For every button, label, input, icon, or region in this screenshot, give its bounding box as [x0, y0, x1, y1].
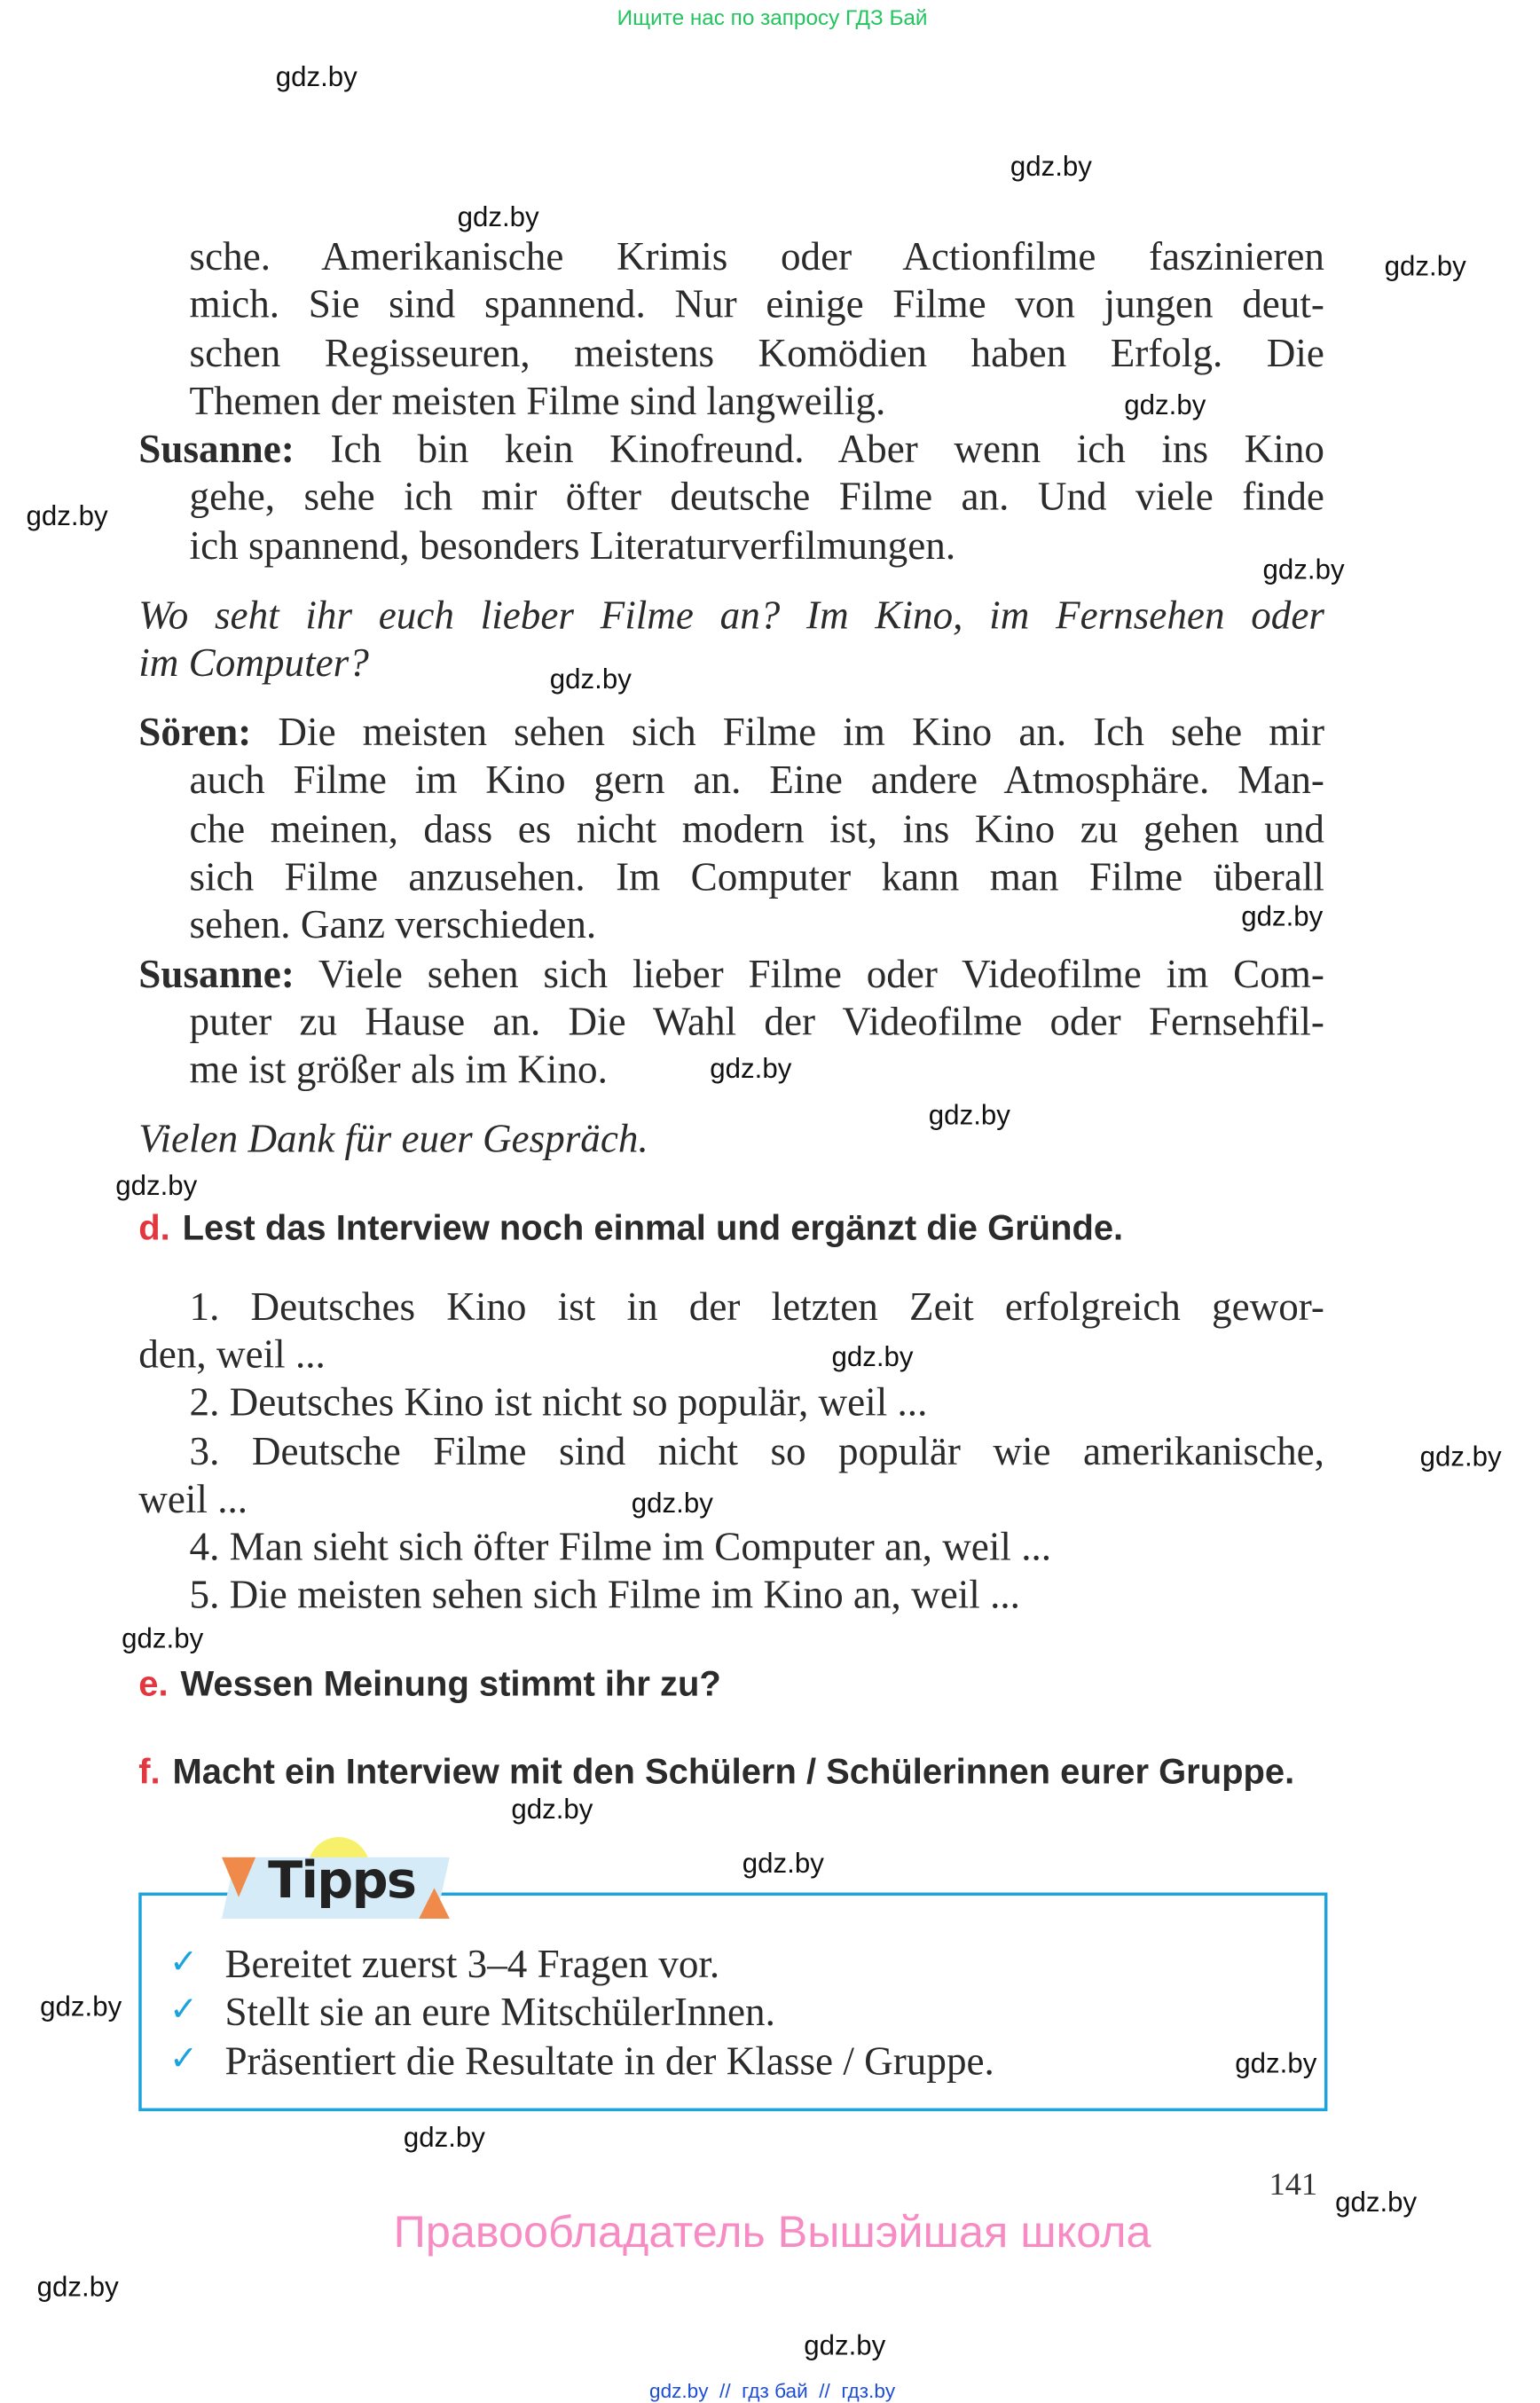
copyright-note: Правообладатель Вышэйшая школа [393, 2208, 1151, 2258]
task-text: Wessen Meinung stimmt ihr zu? [180, 1662, 721, 1704]
text-line: gehe, sehe ich mir öfter deutsche Filme an. Und viele finde [189, 474, 1324, 520]
text-line: sehen. Ganz verschieden. [189, 902, 597, 947]
text-line: puter zu Hause an. Die Wahl der Videofilme oder Fernsehfil- [189, 999, 1324, 1045]
footer-links[interactable]: gdz.by // гдз бай // гдз.by [649, 2379, 896, 2403]
text-line: schen Regisseuren, meistens Komödien haben Erfolg. Die [189, 331, 1324, 376]
dialog-line [138, 427, 1324, 473]
watermark: gdz.by [457, 201, 539, 233]
task-f [138, 1751, 1294, 1793]
question-line: Wo seht ihr euch lieber Filme an? Im Kino, im Fernsehen oder [138, 593, 1324, 638]
text: Ich bin kein Kinofreund. Aber wenn ich ins Kino [330, 426, 1324, 472]
watermark: gdz.by [122, 1622, 204, 1654]
task-e [138, 1663, 721, 1705]
watermark: gdz.by [742, 1848, 824, 1879]
dialog-line [138, 710, 1324, 756]
speaker-name: Sören: [138, 710, 252, 755]
watermark: gdz.by [1241, 900, 1324, 932]
tipps-title: Tipps [268, 1849, 416, 1910]
task-text: Macht ein Interview mit den Schülern / Schülerinnen eurer Gruppe. [172, 1750, 1295, 1791]
dialog-line [138, 952, 1324, 998]
tipp-item: Bereitet zuerst 3–4 Fragen vor. [224, 1942, 720, 1987]
task-d [138, 1207, 1123, 1249]
page-number: 141 [1269, 2164, 1318, 2203]
task-letter: f. [138, 1750, 161, 1791]
watermark: gdz.by [1419, 1441, 1502, 1472]
watermark: gdz.by [275, 61, 358, 93]
watermark: gdz.by [831, 1341, 914, 1372]
watermark: gdz.by [40, 1991, 122, 2022]
watermark: gdz.by [928, 1099, 1010, 1131]
task-text: Lest das Interview noch einmal und ergänzt die Gründe. [182, 1207, 1124, 1248]
check-icon: ✓ [169, 1943, 198, 1983]
header-note: Ищите нас по запросу ГДЗ Бай [617, 4, 928, 29]
text-line: sich Filme anzusehen. Im Computer kann man Filme überall [189, 854, 1324, 899]
text: Viele sehen sich lieber Filme oder Videofilme im Com- [318, 951, 1324, 997]
task-letter: d. [138, 1207, 170, 1248]
watermark: gdz.by [804, 2329, 886, 2361]
text-line: mich. Sie sind spannend. Nur einige Filme von jungen deut- [189, 281, 1324, 327]
tipp-item: Präsentiert die Resultate in der Klasse / Gruppe. [224, 2038, 994, 2084]
text-line: ich spannend, besonders Literaturverfilmungen. [189, 523, 956, 569]
tipp-item: Stellt sie an eure MitschülerInnen. [224, 1989, 775, 2035]
list-item: 3. Deutsche Filme sind nicht so populär wie amerikanische, [189, 1429, 1324, 1474]
watermark: gdz.by [26, 500, 108, 531]
speaker-name: Susanne: [138, 951, 295, 997]
watermark: gdz.by [511, 1794, 593, 1826]
list-item: 5. Die meisten sehen sich Filme im Kino an, weil ... [189, 1572, 1020, 1617]
text-line: che meinen, dass es nicht modern ist, ins Kino zu gehen und [189, 806, 1324, 852]
watermark: gdz.by [549, 664, 632, 695]
text-line: sche. Amerikanische Krimis oder Actionfilme faszinieren [189, 233, 1324, 279]
list-item: den, weil ... [138, 1331, 326, 1377]
check-icon: ✓ [169, 2040, 198, 2079]
task-letter: e. [138, 1662, 169, 1704]
text-line: Themen der meisten Filme sind langweilig. [189, 379, 886, 424]
check-icon: ✓ [169, 1991, 198, 2030]
speaker-name: Susanne: [138, 426, 295, 472]
watermark: gdz.by [1262, 554, 1345, 585]
watermark: gdz.by [1335, 2187, 1418, 2218]
watermark: gdz.by [710, 1053, 792, 1085]
watermark: gdz.by [1235, 2047, 1317, 2079]
text-line: auch Filme im Kino gern an. Eine andere Atmosphäre. Man- [189, 758, 1324, 803]
tipps-badge [222, 1837, 452, 1923]
text-line: me ist größer als im Kino. [189, 1047, 608, 1092]
list-item: 2. Deutsches Kino ist nicht so populär, weil ... [189, 1379, 928, 1425]
text: Die meisten sehen sich Filme im Kino an. Ich sehe mir [278, 710, 1324, 755]
list-item: 1. Deutsches Kino ist in der letzten Zeit erfolgreich gewor- [189, 1284, 1324, 1330]
thanks-line: Vielen Dank für euer Gespräch. [138, 1116, 648, 1161]
watermark: gdz.by [403, 2122, 485, 2153]
watermark: gdz.by [115, 1170, 198, 1202]
question-line: im Computer? [138, 640, 369, 686]
watermark: gdz.by [631, 1487, 713, 1519]
watermark: gdz.by [36, 2271, 119, 2303]
watermark: gdz.by [1124, 389, 1206, 420]
list-item: weil ... [138, 1476, 248, 1522]
list-item: 4. Man sieht sich öfter Filme im Computer an, weil ... [189, 1524, 1052, 1569]
watermark: gdz.by [1384, 250, 1466, 282]
watermark: gdz.by [1010, 151, 1092, 182]
